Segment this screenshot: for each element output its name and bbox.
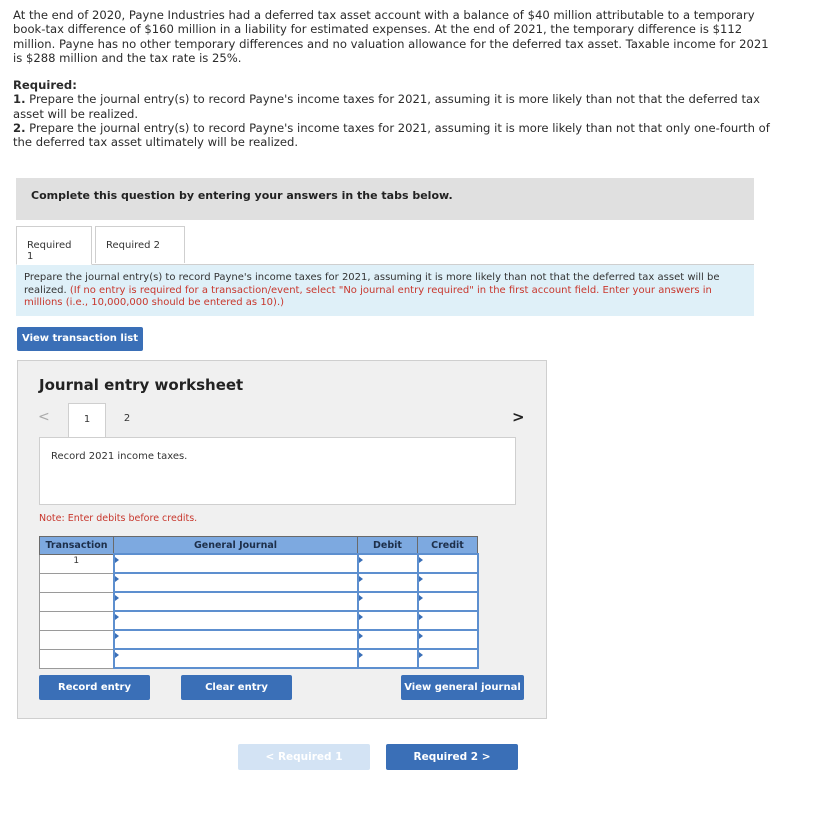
- credit-input[interactable]: [418, 611, 478, 630]
- credit-input[interactable]: [418, 649, 478, 668]
- debits-note: Note: Enter debits before credits.: [39, 513, 198, 524]
- clear-entry-button[interactable]: Clear entry: [181, 675, 292, 700]
- next-required-button[interactable]: Required 2 >: [386, 744, 518, 770]
- complete-question-banner: Complete this question by entering your answers in the tabs below.: [16, 178, 754, 220]
- journal-entry-worksheet: [17, 360, 547, 719]
- view-transaction-list-button[interactable]: View transaction list: [17, 327, 143, 351]
- instructions-panel: [16, 265, 754, 316]
- required-1-text: [13, 92, 771, 121]
- record-entry-button[interactable]: Record entry: [39, 675, 150, 700]
- tab-required-1[interactable]: Required 1: [16, 226, 92, 265]
- table-row: [40, 649, 478, 668]
- table-row: [40, 554, 478, 573]
- account-select[interactable]: [114, 554, 358, 573]
- table-row: [40, 630, 478, 649]
- problem-paragraph: At the end of 2020, Payne Industries had a deferred tax asset account with a balance of $40 million attributable to a temporary book-tax difference of $160 million in a liability for estimated expenses. At the end of 2021, the temporary difference is $112 million. Payne has no other temporary differences and no valuation allowance for the deferred tax asset. Taxable income for 2021 is $288 million and the tax rate is 25%.: [13, 8, 769, 65]
- debit-input[interactable]: [358, 554, 418, 573]
- table-row: [40, 611, 478, 630]
- transaction-cell: [40, 649, 114, 668]
- account-select[interactable]: [114, 611, 358, 630]
- transaction-cell: [40, 592, 114, 611]
- required-1-number: 1.: [13, 92, 26, 107]
- required-heading: Required:: [13, 78, 77, 93]
- debit-input[interactable]: [358, 611, 418, 630]
- entry-description: Record 2021 income taxes.: [39, 437, 516, 505]
- account-select[interactable]: [114, 573, 358, 592]
- chevron-left-icon[interactable]: <: [38, 409, 50, 425]
- debit-input[interactable]: [358, 630, 418, 649]
- instructions-note: (If no entry is required for a transaction/event, select "No journal entry required" in the first account field. Enter your answers in millions (i.e., 10,000,000 should be entered as 10).): [24, 284, 712, 308]
- required-2-body: Prepare the journal entry(s) to record Payne's income taxes for 2021, assuming it is more likely than not that only one-fourth of the deferred tax asset ultimately will be realized.: [13, 121, 770, 150]
- transaction-cell: [40, 611, 114, 630]
- credit-input[interactable]: [418, 592, 478, 611]
- account-select[interactable]: [114, 592, 358, 611]
- account-select[interactable]: [114, 630, 358, 649]
- column-header-transaction: Transaction: [40, 537, 114, 555]
- credit-input[interactable]: [418, 573, 478, 592]
- required-2-number: 2.: [13, 121, 26, 136]
- debit-input[interactable]: [358, 573, 418, 592]
- column-header-credit: Credit: [418, 537, 478, 555]
- required-2-text: [13, 121, 771, 150]
- problem-statement: [13, 8, 771, 150]
- worksheet-page-1[interactable]: 1: [68, 403, 106, 439]
- column-header-debit: Debit: [358, 537, 418, 555]
- credit-input[interactable]: [418, 630, 478, 649]
- transaction-cell: [40, 573, 114, 592]
- journal-table: [39, 536, 479, 669]
- tab-required-2[interactable]: Required 2: [95, 226, 185, 263]
- worksheet-title: Journal entry worksheet: [39, 376, 244, 394]
- account-select[interactable]: [114, 649, 358, 668]
- chevron-right-icon[interactable]: >: [512, 408, 525, 426]
- transaction-cell: 1: [40, 554, 114, 573]
- requirement-tabs: [16, 226, 754, 265]
- debit-input[interactable]: [358, 649, 418, 668]
- table-row: [40, 573, 478, 592]
- table-row: [40, 592, 478, 611]
- required-1-body: Prepare the journal entry(s) to record Payne's income taxes for 2021, assuming it is more likely than not that the deferred tax asset will be realized.: [13, 92, 760, 121]
- previous-required-button: < Required 1: [238, 744, 370, 770]
- column-header-general-journal: General Journal: [114, 537, 358, 555]
- credit-input[interactable]: [418, 554, 478, 573]
- view-general-journal-button[interactable]: View general journal: [401, 675, 524, 700]
- transaction-cell: [40, 630, 114, 649]
- debit-input[interactable]: [358, 592, 418, 611]
- instructions-main: Prepare the journal entry(s) to record Payne's income taxes for 2021, assuming it is more likely than not that the deferred tax asset will be realized.: [24, 272, 720, 296]
- worksheet-page-2[interactable]: 2: [123, 413, 131, 424]
